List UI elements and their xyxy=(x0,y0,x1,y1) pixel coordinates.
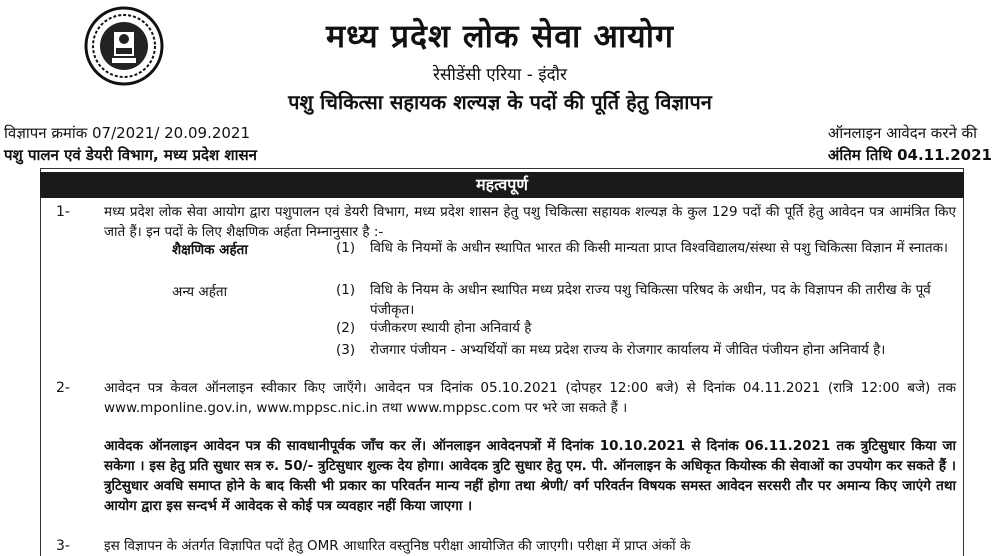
advertisement-meta xyxy=(4,122,257,166)
item-number-2: 2- xyxy=(56,380,70,396)
other-item-1-number: (1) xyxy=(336,282,356,298)
department-name: पशु पालन एवं डेयरी विभाग, मध्य प्रदेश शासन xyxy=(4,146,257,164)
edu-item-text: विधि के नियमों के अधीन स्थापित भारत की किसी मान्यता प्राप्त विश्वविद्यालय/संस्था से पशु चिकित्सा विज्ञान में स्नातक। xyxy=(370,240,949,256)
other-qualification-label: अन्य अर्हता xyxy=(172,284,228,300)
deadline-label: ऑनलाइन आवेदन करने की xyxy=(827,124,977,142)
edu-qualification-label: शैक्षणिक अर्हता xyxy=(172,242,248,258)
other-item-2-text: पंजीकरण स्थायी होना अनिवार्य है xyxy=(370,320,532,336)
important-heading: महत्वपूर्ण xyxy=(40,172,964,198)
item-2-correction-notice: आवेदक ऑनलाइन आवेदन पत्र की सावधानीपूर्वक जाँच कर लें। ऑनलाइन आवेदनपत्रों में दिनांक 10.10.2021 से दिनांक 06.11.2021 तक त्रुटिसुधार किया जा सकेगा । इस हेतु प्रति सुधार सत्र रु. 50/- त्रुटिसुधार शुल्क देय होगा। आवेदक त्रुटि सुधार हेतु एम. पी. ऑनलाइन के अधिकृत कियोस्क की सेवाओं का उपयोग कर सकते हैं । त्रुटिसुधार अवधि समाप्त होने के बाद किसी भी प्रकार का परिवर्तन मान्य नहीं होगा तथा श्रेणी/ वर्ग परिवर्तन विषयक समस्त आवेदन सरसरी तौर पर अमान्य किए जाएंगे तथा आयोग द्वारा इस सन्दर्भ में आवेदक से कोई पत्र व्यवहार नहीं किया जाएगा । xyxy=(104,438,956,514)
deadline-block xyxy=(828,122,992,166)
item-1-text: मध्य प्रदेश लोक सेवा आयोग द्वारा पशुपालन एवं डेयरी विभाग, मध्य प्रदेश शासन हेतु पशु चिकित्सा सहायक शल्यज्ञ के कुल 129 पदों की पूर्ति हेतु आवेदन पत्र आमंत्रित किए जाते हैं। इन पदों के लिए शैक्षणिक अर्हता निम्नानुसार है :- xyxy=(104,204,956,240)
other-item-1-text: विधि के नियम के अधीन स्थापित मध्य प्रदेश राज्य पशु चिकित्सा परिषद के अधीन, पद के विज्ञापन की तारीख के पूर्व पंजीकृत। xyxy=(370,282,931,318)
item-number-1: 1- xyxy=(56,204,70,220)
ad-number: विज्ञापन क्रमांक 07/2021/ 20.09.2021 xyxy=(4,124,251,142)
advertisement-title: पशु चिकित्सा सहायक शल्यज्ञ के पदों की पूर्ति हेतु विज्ञापन xyxy=(288,90,712,114)
org-location: रेसीडेंसी एरिया - इंदौर xyxy=(433,65,567,85)
item-3-text: इस विज्ञापन के अंतर्गत विज्ञापित पदों हेतु OMR आधारित वस्तुनिष्ठ परीक्षा आयोजित की जाएगी। परीक्षा में प्राप्त अंकों के xyxy=(104,538,691,554)
item-number-3: 3- xyxy=(56,538,70,554)
org-title: मध्य प्रदेश लोक सेवा आयोग xyxy=(325,17,675,55)
deadline-date: अंतिम तिथि 04.11.2021 xyxy=(827,146,992,164)
item-2-text: आवेदन पत्र केवल ऑनलाइन स्वीकार किए जाएँगे। आवेदन पत्र दिनांक 05.10.2021 (दोपहर 12:00 बजे) से दिनांक 04.11.2021 (रात्रि 12:00 बजे) तक www.mponline.gov.in, www.mppsc.nic.in तथा www.mppsc.com पर भरे जा सकते हैं । xyxy=(104,380,956,416)
edu-item-number: (1) xyxy=(336,240,356,256)
other-item-2-number: (2) xyxy=(336,320,356,336)
other-item-3-number: (3) xyxy=(336,342,356,358)
other-item-3-text: रोजगार पंजीयन - अभ्यर्थियों का मध्य प्रदेश राज्य के रोजगार कार्यालय में जीवित पंजीयन होना अनिवार्य है। xyxy=(370,342,886,358)
